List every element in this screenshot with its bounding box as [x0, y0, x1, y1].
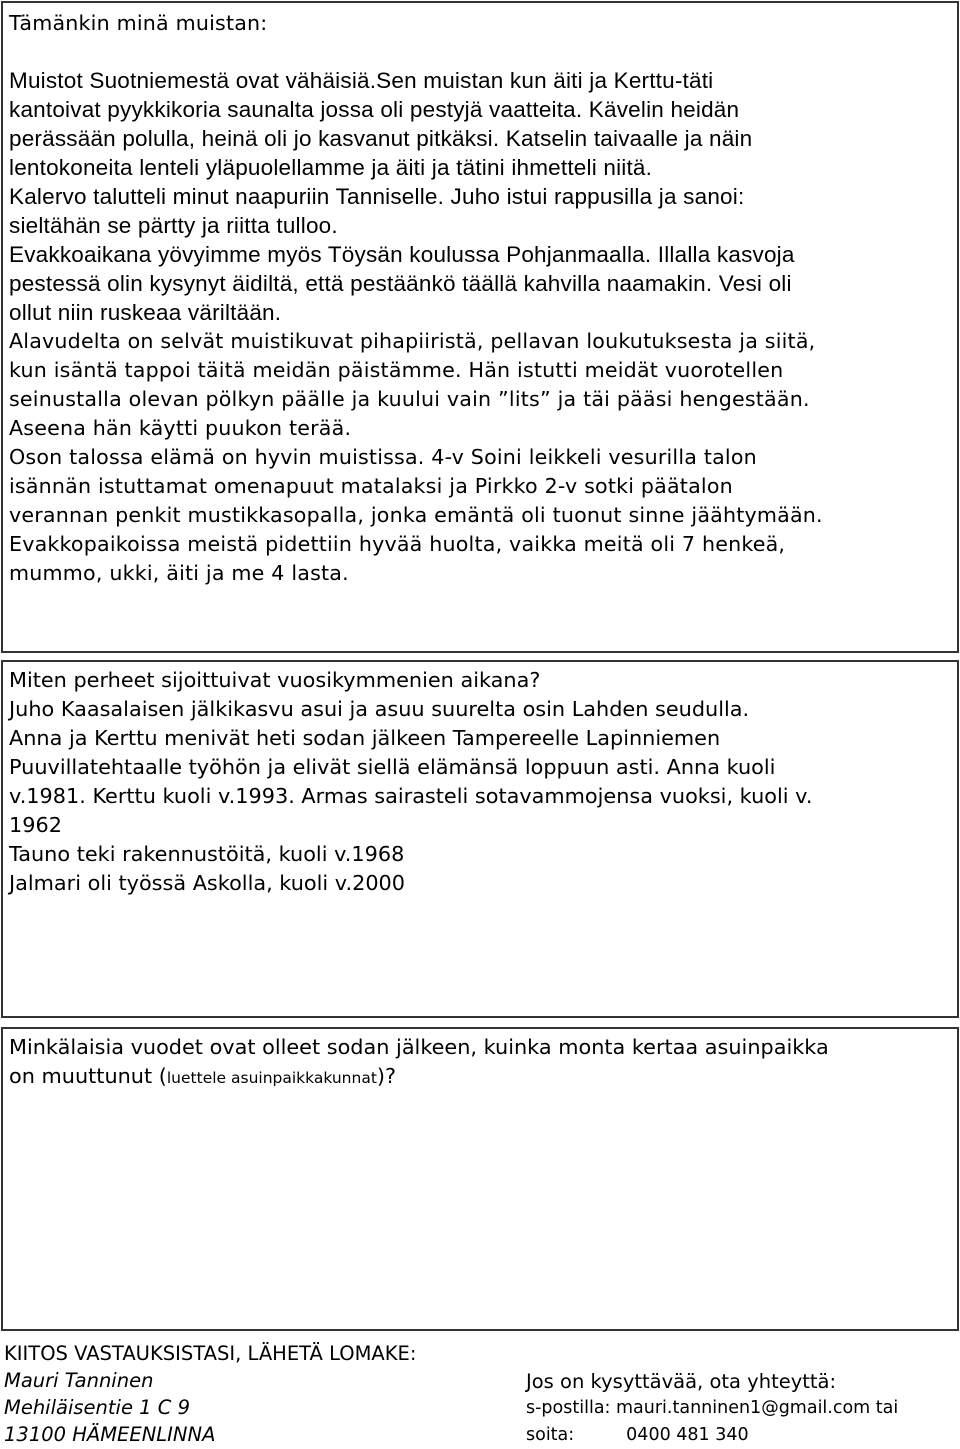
families-box	[1, 660, 959, 1018]
memories-line: mummo, ukki, äiti ja me 4 lasta.	[9, 561, 349, 585]
return-address	[4, 1340, 416, 1448]
families-line: Tauno teki rakennustöitä, kuoli v.1968	[9, 842, 405, 866]
families-line: Juho Kaasalaisen jälkikasvu asui ja asuu suurelta osin Lahden seudulla.	[9, 697, 750, 721]
residence-question-hint: luettele asuinpaikkakunnat	[166, 1069, 377, 1087]
memories-line: Evakkoaikana yövyimme myös Töysän koulussa Pohjanmaalla. Illalla kasvoja	[9, 242, 795, 267]
families-line: Anna ja Kerttu menivät heti sodan jälkeen Tampereelle Lapinniemen	[9, 726, 721, 750]
residence-question-end: )?	[376, 1064, 397, 1088]
memories-line: Evakkopaikoissa meistä pidettiin hyvää huolta, vaikka meitä oli 7 henkeä,	[9, 532, 786, 556]
memories-line: Muistot Suotniemestä ovat vähäisiä.Sen muistan kun äiti ja Kerttu-täti	[9, 68, 714, 93]
footer	[4, 1340, 956, 1444]
families-line: 1962	[9, 813, 62, 837]
residence-question-line: Minkälaisia vuodet ovat olleet sodan jälkeen, kuinka monta kertaa asuinpaikka	[9, 1035, 829, 1059]
memories-line: perässään polulla, heinä oli jo kasvanut pitkäksi. Katselin taivaalle ja näin	[9, 126, 753, 151]
memories-heading: Tämänkin minä muistan:	[9, 11, 268, 35]
memories-line: seinustalla olevan pölkyn päälle ja kuului vain ”lits” ja täi pääsi hengestään.	[9, 387, 810, 411]
recipient-name: Mauri Tanninen	[4, 1369, 154, 1392]
phone-label: soita:	[526, 1425, 575, 1445]
memories-line: pestessä olin kysynyt äidiltä, että pestäänkö täällä kahvilla naamakin. Vesi oli	[9, 271, 792, 296]
residence-question-start: on muuttunut (	[9, 1064, 167, 1088]
recipient-city: 13100 HÄMEENLINNA	[4, 1423, 216, 1446]
families-question: Miten perheet sijoittuivat vuosikymmenien aikana?	[9, 668, 541, 692]
memories-line: isännän istuttamat omenapuut matalaksi ja Pirkko 2-v sotki päätalon	[9, 474, 733, 498]
contact-phone	[526, 1422, 898, 1449]
memories-line: ollut niin ruskeaa väriltään.	[9, 300, 282, 325]
memories-line: lentokoneita lenteli yläpuolellamme ja äiti ja tätini ihmetteli niitä.	[9, 155, 653, 180]
contact-email[interactable]: s-postilla: mauri.tanninen1@gmail.com tai	[526, 1398, 899, 1418]
memories-line: kantoivat pyykkikoria saunalta jossa oli pestyjä vaatteita. Kävelin heidän	[9, 97, 740, 122]
families-line: Jalmari oli työssä Askolla, kuoli v.2000	[9, 871, 406, 895]
memories-line: Aseena hän käytti puukon terää.	[9, 416, 352, 440]
spacer	[9, 38, 957, 66]
families-line: v.1981. Kerttu kuoli v.1993. Armas sairasteli sotavammojensa vuoksi, kuoli v.	[9, 784, 813, 808]
memories-line: kun isäntä tappoi täitä meidän päistämme. Hän istutti meidät vuorotellen	[9, 358, 784, 382]
memories-line: Kalervo talutteli minut naapuriin Tanniselle. Juho istui rappusilla ja sanoi:	[9, 184, 745, 209]
memories-line: Alavudelta on selvät muistikuvat pihapiiristä, pellavan loukutuksesta ja siitä,	[9, 329, 816, 353]
contact-info	[526, 1368, 898, 1449]
memories-line: verannan penkit mustikkasopalla, jonka emäntä oli tuonut sinne jäähtymään.	[9, 503, 823, 527]
residence-question-line	[9, 1062, 957, 1093]
footer-heading: KIITOS VASTAUKSISTASI, LÄHETÄ LOMAKE:	[4, 1342, 417, 1365]
families-line: Puuvillatehtaalle työhön ja elivät siellä elämänsä loppuun asti. Anna kuoli	[9, 755, 776, 779]
phone-number[interactable]: 0400 481 340	[626, 1425, 749, 1445]
residence-box	[1, 1027, 959, 1331]
contact-heading: Jos on kysyttävää, ota yhteyttä:	[526, 1370, 837, 1393]
memories-box	[1, 1, 959, 653]
recipient-street: Mehiläisentie 1 C 9	[4, 1396, 190, 1419]
memories-line: Oson talossa elämä on hyvin muistissa. 4-v Soini leikkeli vesurilla talon	[9, 445, 757, 469]
memories-line: sieltähän se pärtty ja riitta tulloo.	[9, 213, 338, 238]
